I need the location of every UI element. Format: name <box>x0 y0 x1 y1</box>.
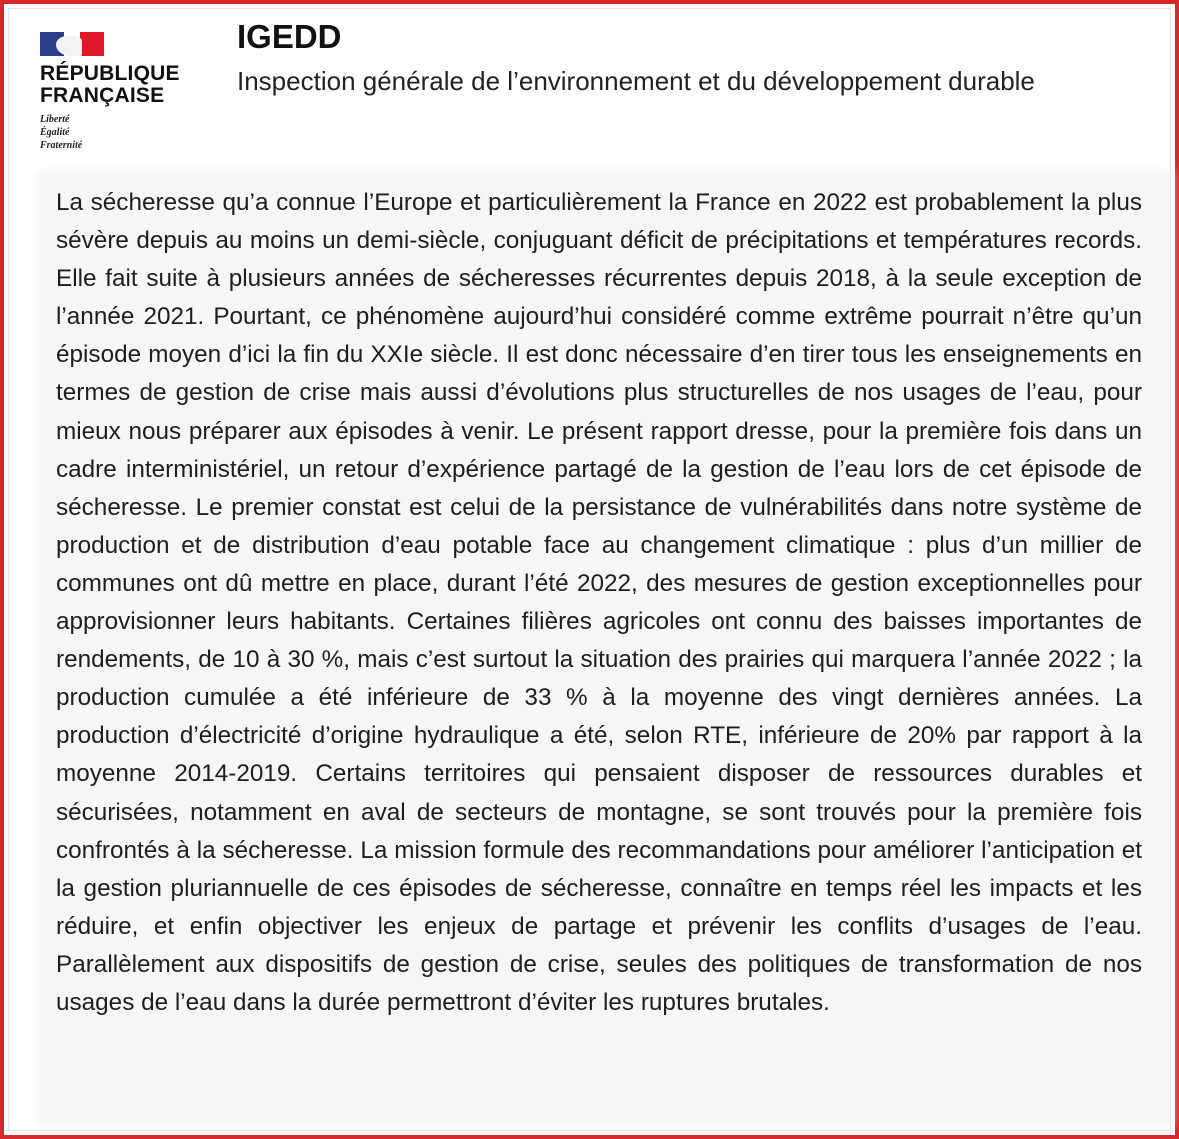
motto-egalite: Égalité <box>40 127 70 138</box>
organization-acronym: IGEDD <box>237 18 342 55</box>
motto-liberte: Liberté <box>40 114 70 125</box>
marianne-flag-icon <box>40 32 104 56</box>
republique-francaise-logo <box>40 32 210 152</box>
republic-motto <box>40 113 210 152</box>
logo-line-republique: RÉPUBLIQUE <box>40 62 180 85</box>
motto-fraternite: Fraternité <box>40 140 83 151</box>
organization-full-name: Inspection générale de l’environnement et du développement durable <box>237 66 1035 96</box>
marianne-profile-icon <box>56 36 82 56</box>
flag-red-band <box>80 32 104 56</box>
summary-paragraph: La sécheresse qu’a connue l’Europe et particulièrement la France en 2022 est probablement la plus sévère depuis au moins un demi-siècle, conjuguant déficit de précipitations et températures records. Elle fait suite à plusieurs années de sécheresses récurrentes depuis 2018, à la seule exception de l’année 2021. Pourtant, ce phénomène aujourd’hui considéré comme extrême pourrait n’être qu’un épisode moyen d’ici la fin du XXIe siècle. Il est donc nécessaire d’en tirer tous les enseignements en termes de gestion de crise mais aussi d’évolutions plus structurelles de nos usages de l’eau, pour mieux nous préparer aux épisodes à venir. Le présent rapport dresse, pour la première fois dans un cadre interministériel, un retour d’expérience partagé de la gestion de l’eau lors de cet épisode de sécheresse. Le premier constat est celui de la persistance de vulnérabilités dans notre système de production et de distribution d’eau potable face au changement climatique : plus d’un millier de communes ont dû mettre en place, durant l’été 2022, des mesures de gestion exceptionnelles pour approvisionner leurs habitants. Certaines filières agricoles ont connu des baisses importantes de rendements, de 10 à 30 %, mais c’est surtout la situation des prairies qui marquera l’année 2022 ; la production cumulée a été inférieure de 33 % à la moyenne des vingt dernières années. La production d’électricité d’origine hydraulique a été, selon RTE, inférieure de 20% par rapport à la moyenne 2014-2019. Certains territoires qui pensaient disposer de ressources durables et sécurisées, notamment en aval de secteurs de montagne, se sont trouvés pour la première fois confrontés à la sécheresse. La mission formule des recommandations pour améliorer l’anticipation et la gestion pluriannuelle de ces épisodes de sécheresse, connaître en temps réel les impacts et les réduire, et enfin objectiver les enjeux de partage et prévenir les conflits d’usages de l’eau. Parallèlement aux dispositifs de gestion de crise, seules des politiques de transformation de nos usages de l’eau dans la durée permettront d’éviter les ruptures brutales. <box>56 189 1142 1016</box>
logo-line-francaise: FRANÇAISE <box>40 84 165 107</box>
